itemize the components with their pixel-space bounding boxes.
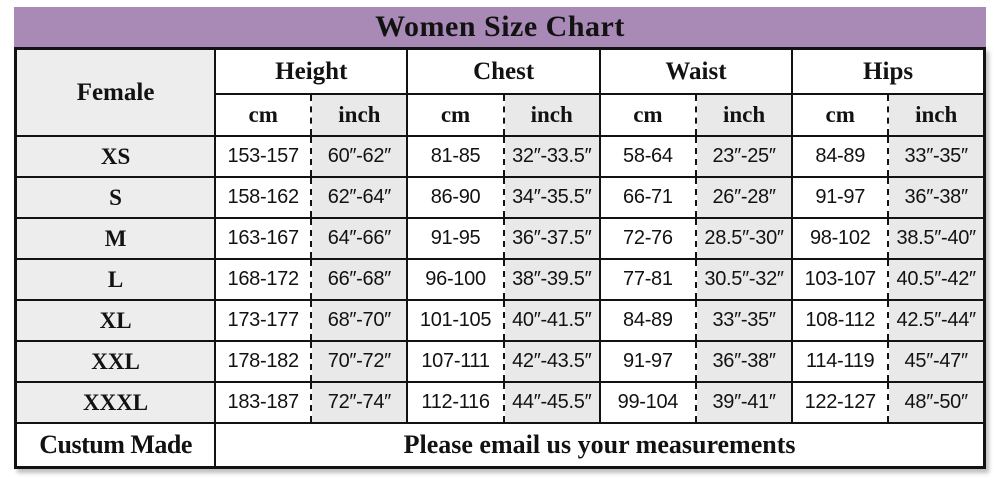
height-cm-value: 168-172	[215, 259, 311, 300]
hips-inch-value: 36″-38″	[888, 177, 984, 218]
height-inch-value: 60″-62″	[311, 136, 407, 177]
height-inch-value: 70″-72″	[311, 341, 407, 382]
group-header-waist: Waist	[600, 49, 792, 95]
size-table-body	[16, 136, 985, 423]
unit-header-height-inch: inch	[311, 94, 407, 136]
height-inch-value: 72″-74″	[311, 382, 407, 423]
waist-cm-value: 84-89	[600, 300, 696, 341]
chest-inch-value: 32″-33.5″	[504, 136, 600, 177]
group-header-height: Height	[215, 49, 407, 95]
hips-cm-value: 114-119	[792, 341, 888, 382]
size-label: M	[16, 218, 216, 259]
chest-cm-value: 91-95	[407, 218, 503, 259]
unit-header-waist-cm: cm	[600, 94, 696, 136]
size-table	[14, 47, 986, 469]
table-row	[16, 177, 985, 218]
chest-cm-value: 81-85	[407, 136, 503, 177]
table-row	[16, 341, 985, 382]
waist-cm-value: 72-76	[600, 218, 696, 259]
waist-inch-value: 36″-38″	[696, 341, 792, 382]
group-header-hips: Hips	[792, 49, 984, 95]
hips-inch-value: 48″-50″	[888, 382, 984, 423]
hips-inch-value: 45″-47″	[888, 341, 984, 382]
height-cm-value: 173-177	[215, 300, 311, 341]
email-measurements-message: Please email us your measurements	[215, 423, 984, 467]
waist-inch-value: 30.5″-32″	[696, 259, 792, 300]
table-row	[16, 136, 985, 177]
height-cm-value: 158-162	[215, 177, 311, 218]
hips-cm-value: 122-127	[792, 382, 888, 423]
waist-cm-value: 58-64	[600, 136, 696, 177]
table-row	[16, 382, 985, 423]
height-inch-value: 68″-70″	[311, 300, 407, 341]
waist-cm-value: 99-104	[600, 382, 696, 423]
hips-cm-value: 84-89	[792, 136, 888, 177]
height-cm-value: 183-187	[215, 382, 311, 423]
height-inch-value: 66″-68″	[311, 259, 407, 300]
waist-cm-value: 91-97	[600, 341, 696, 382]
custom-made-label: Custum Made	[16, 423, 216, 467]
unit-header-hips-cm: cm	[792, 94, 888, 136]
chart-title: Women Size Chart	[375, 10, 625, 43]
hips-inch-value: 40.5″-42″	[888, 259, 984, 300]
waist-cm-value: 66-71	[600, 177, 696, 218]
size-label: S	[16, 177, 216, 218]
waist-inch-value: 26″-28″	[696, 177, 792, 218]
hips-cm-value: 103-107	[792, 259, 888, 300]
chest-inch-value: 34″-35.5″	[504, 177, 600, 218]
height-cm-value: 178-182	[215, 341, 311, 382]
waist-inch-value: 33″-35″	[696, 300, 792, 341]
size-table-wrap	[14, 47, 986, 469]
chest-inch-value: 44″-45.5″	[504, 382, 600, 423]
size-label: XL	[16, 300, 216, 341]
size-chart	[14, 7, 986, 469]
hips-cm-value: 91-97	[792, 177, 888, 218]
chest-cm-value: 101-105	[407, 300, 503, 341]
chest-cm-value: 96-100	[407, 259, 503, 300]
chest-cm-value: 112-116	[407, 382, 503, 423]
hips-cm-value: 108-112	[792, 300, 888, 341]
unit-header-chest-inch: inch	[504, 94, 600, 136]
unit-header-hips-inch: inch	[888, 94, 984, 136]
unit-header-height-cm: cm	[215, 94, 311, 136]
hips-inch-value: 38.5″-40″	[888, 218, 984, 259]
chest-inch-value: 40″-41.5″	[504, 300, 600, 341]
size-label: XS	[16, 136, 216, 177]
height-cm-value: 163-167	[215, 218, 311, 259]
table-row	[16, 300, 985, 341]
waist-inch-value: 23″-25″	[696, 136, 792, 177]
unit-header-waist-inch: inch	[696, 94, 792, 136]
unit-header-chest-cm: cm	[407, 94, 503, 136]
height-inch-value: 62″-64″	[311, 177, 407, 218]
waist-inch-value: 28.5″-30″	[696, 218, 792, 259]
corner-header-female: Female	[16, 49, 216, 137]
hips-inch-value: 42.5″-44″	[888, 300, 984, 341]
height-cm-value: 153-157	[215, 136, 311, 177]
chest-cm-value: 86-90	[407, 177, 503, 218]
size-label: L	[16, 259, 216, 300]
size-label: XXXL	[16, 382, 216, 423]
chest-inch-value: 38″-39.5″	[504, 259, 600, 300]
table-row	[16, 218, 985, 259]
size-label: XXL	[16, 341, 216, 382]
chest-inch-value: 36″-37.5″	[504, 218, 600, 259]
hips-inch-value: 33″-35″	[888, 136, 984, 177]
chart-title-bar	[14, 7, 986, 47]
group-header-chest: Chest	[407, 49, 599, 95]
chest-inch-value: 42″-43.5″	[504, 341, 600, 382]
waist-cm-value: 77-81	[600, 259, 696, 300]
hips-cm-value: 98-102	[792, 218, 888, 259]
waist-inch-value: 39″-41″	[696, 382, 792, 423]
chest-cm-value: 107-111	[407, 341, 503, 382]
height-inch-value: 64″-66″	[311, 218, 407, 259]
table-row	[16, 259, 985, 300]
